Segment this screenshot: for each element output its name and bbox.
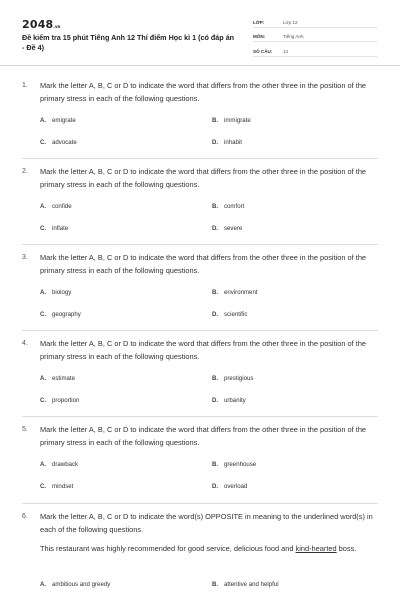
option-letter: B. <box>212 117 219 124</box>
option-c[interactable] <box>40 483 73 490</box>
meta-row-class <box>253 14 377 28</box>
option-text: proportion <box>52 397 80 404</box>
option-letter: D. <box>212 483 219 490</box>
question-number: 4. <box>22 340 28 347</box>
option-c[interactable] <box>40 225 68 232</box>
option-a[interactable] <box>40 461 78 468</box>
option-text: biology <box>52 289 72 296</box>
option-letter: A. <box>40 375 47 382</box>
option-a[interactable] <box>40 117 76 124</box>
option-letter: A. <box>40 203 47 210</box>
option-letter: C. <box>40 311 47 318</box>
option-a[interactable] <box>40 375 75 382</box>
option-c[interactable] <box>40 139 77 146</box>
logo-main-text: 2048 <box>22 18 54 31</box>
option-a[interactable] <box>40 581 110 588</box>
option-text: immigrate <box>224 117 251 124</box>
question-text: Mark the letter A, B, C or D to indicate the word that differs from the other three in the position of the primary stress in each of the following questions. <box>40 339 367 361</box>
option-b[interactable] <box>212 289 258 296</box>
meta-key: SỐ CÂU: <box>253 48 273 54</box>
option-letter: A. <box>40 581 47 588</box>
option-letter: C. <box>40 397 47 404</box>
option-d[interactable] <box>212 311 247 318</box>
sentence-before: This restaurant was highly recommended for good service, delicious food and <box>40 544 296 553</box>
option-text: environment <box>224 289 258 296</box>
option-text: prestigious <box>224 375 254 382</box>
option-text: confide <box>52 203 72 210</box>
divider <box>22 416 378 417</box>
option-text: urbanity <box>224 397 246 404</box>
question-number: 2. <box>22 168 28 175</box>
option-letter: D. <box>212 397 219 404</box>
logo-sub-text: .vn <box>53 24 61 29</box>
meta-row-subject <box>253 29 377 43</box>
question-sentence <box>40 543 380 556</box>
option-letter: B. <box>212 289 219 296</box>
option-c[interactable] <box>40 311 81 318</box>
option-d[interactable] <box>212 483 247 490</box>
option-text: ambitious and greedy <box>52 581 111 588</box>
option-text: advocate <box>52 139 77 146</box>
option-letter: B. <box>212 203 219 210</box>
option-text: estimate <box>52 375 76 382</box>
option-letter: A. <box>40 117 47 124</box>
meta-row-count <box>253 43 377 57</box>
question-number: 1. <box>22 82 28 89</box>
option-letter: D. <box>212 311 219 318</box>
option-text: severe <box>224 225 243 232</box>
option-text: inflate <box>52 225 69 232</box>
option-letter: D. <box>212 139 219 146</box>
option-b[interactable] <box>212 203 244 210</box>
option-b[interactable] <box>212 581 279 588</box>
option-a[interactable] <box>40 289 71 296</box>
divider <box>22 158 378 159</box>
option-letter: C. <box>40 139 47 146</box>
option-text: overload <box>224 483 248 490</box>
option-text: emigrate <box>52 117 76 124</box>
option-text: scientific <box>224 311 248 318</box>
option-letter: B. <box>212 461 219 468</box>
page-header <box>0 0 400 66</box>
option-d[interactable] <box>212 397 246 404</box>
question-number: 5. <box>22 426 28 433</box>
option-b[interactable] <box>212 117 251 124</box>
option-a[interactable] <box>40 203 72 210</box>
divider <box>22 244 378 245</box>
document-title: Đề kiểm tra 15 phút Tiếng Anh 12 Thí điểm Học kì 1 (có đáp án - Đề 4) <box>22 33 235 52</box>
question-text: Mark the letter A, B, C or D to indicate the word that differs from the other three in the position of the primary stress in each of the following questions. <box>40 81 367 103</box>
option-letter: B. <box>212 375 219 382</box>
divider <box>22 330 378 331</box>
meta-value: 14 <box>283 48 289 54</box>
question-number: 3. <box>22 254 28 261</box>
option-b[interactable] <box>212 375 253 382</box>
option-d[interactable] <box>212 225 242 232</box>
option-text: mindset <box>52 483 74 490</box>
meta-value: Tiếng Anh <box>283 34 304 39</box>
option-text: attentive and helpful <box>224 581 279 588</box>
option-letter: C. <box>40 225 47 232</box>
meta-panel <box>253 14 377 58</box>
option-letter: D. <box>212 225 219 232</box>
question-text: Mark the letter A, B, C or D to indicate the word that differs from the other three in the position of the primary stress in each of the following questions. <box>40 253 367 275</box>
meta-key: MÔN: <box>253 34 266 39</box>
underlined-word: kind-hearted <box>295 544 337 553</box>
meta-key: LỚP: <box>253 19 265 25</box>
option-b[interactable] <box>212 461 256 468</box>
site-logo[interactable] <box>22 18 60 31</box>
option-letter: A. <box>40 289 47 296</box>
meta-value: Lớp 12 <box>283 19 298 25</box>
question-text: Mark the letter A, B, C or D to indicate the word that differs from the other three in the position of the primary stress in each of the following questions. <box>40 425 367 447</box>
question-text: Mark the letter A, B, C or D to indicate the word that differs from the other three in the position of the primary stress in each of the following questions. <box>40 167 367 189</box>
option-d[interactable] <box>212 139 242 146</box>
option-text: comfort <box>224 203 245 210</box>
question-text: Mark the letter A, B, C or D to indicate the word(s) OPPOSITE in meaning to the underlined word(s) in each of the following questions. <box>40 512 373 534</box>
option-text: inhabit <box>224 139 242 146</box>
option-letter: B. <box>212 581 219 588</box>
question-number: 6. <box>22 513 28 520</box>
option-letter: A. <box>40 461 47 468</box>
option-text: greenhouse <box>224 461 257 468</box>
divider <box>22 503 378 504</box>
option-text: drawback <box>52 461 79 468</box>
option-text: geography <box>52 311 81 318</box>
option-letter: C. <box>40 483 47 490</box>
sentence-after: boss. <box>336 544 357 553</box>
option-c[interactable] <box>40 397 79 404</box>
